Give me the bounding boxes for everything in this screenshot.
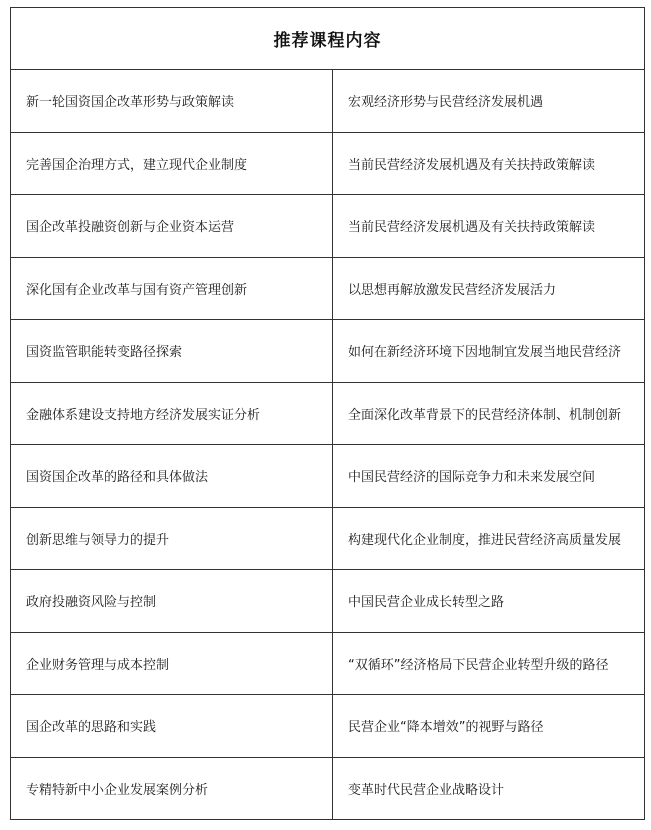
course-cell-right: 如何在新经济环境下因地制宜发展当地民营经济 [333, 320, 645, 383]
table-row [11, 320, 645, 383]
table-title: 推荐课程内容 [11, 8, 645, 70]
course-cell-right: “双循环”经济格局下民营企业转型升级的路径 [333, 632, 645, 695]
course-cell-right: 民营企业“降本增效”的视野与路径 [333, 695, 645, 758]
course-cell-left: 政府投融资风险与控制 [11, 570, 333, 633]
course-cell-right: 以思想再解放激发民营经济发展活力 [333, 257, 645, 320]
table-header-row [11, 8, 645, 70]
course-cell-left: 金融体系建设支持地方经济发展实证分析 [11, 382, 333, 445]
table-row [11, 445, 645, 508]
course-cell-right: 宏观经济形势与民营经济发展机遇 [333, 70, 645, 133]
table-row [11, 570, 645, 633]
course-cell-left: 专精特新中小企业发展案例分析 [11, 757, 333, 820]
course-cell-right: 全面深化改革背景下的民营经济体制、机制创新 [333, 382, 645, 445]
course-cell-left: 国资国企改革的路径和具体做法 [11, 445, 333, 508]
table-row [11, 695, 645, 758]
course-cell-right: 构建现代化企业制度，推进民营经济高质量发展 [333, 507, 645, 570]
course-cell-right: 当前民营经济发展机遇及有关扶持政策解读 [333, 132, 645, 195]
course-cell-left: 创新思维与领导力的提升 [11, 507, 333, 570]
table-body [11, 8, 645, 820]
table-row [11, 257, 645, 320]
table-row [11, 507, 645, 570]
table-row [11, 70, 645, 133]
course-table [10, 7, 645, 820]
table-row [11, 382, 645, 445]
course-cell-right: 中国民营企业成长转型之路 [333, 570, 645, 633]
table-row [11, 195, 645, 258]
course-cell-left: 国企改革投融资创新与企业资本运营 [11, 195, 333, 258]
course-cell-left: 完善国企治理方式，建立现代企业制度 [11, 132, 333, 195]
course-cell-left: 新一轮国资国企改革形势与政策解读 [11, 70, 333, 133]
course-cell-left: 国资监管职能转变路径探索 [11, 320, 333, 383]
table-row [11, 757, 645, 820]
course-cell-right: 变革时代民营企业战略设计 [333, 757, 645, 820]
course-cell-left: 企业财务管理与成本控制 [11, 632, 333, 695]
table-row [11, 132, 645, 195]
course-cell-left: 国企改革的思路和实践 [11, 695, 333, 758]
table-row [11, 632, 645, 695]
course-cell-right: 当前民营经济发展机遇及有关扶持政策解读 [333, 195, 645, 258]
course-cell-right: 中国民营经济的国际竞争力和未来发展空间 [333, 445, 645, 508]
course-cell-left: 深化国有企业改革与国有资产管理创新 [11, 257, 333, 320]
